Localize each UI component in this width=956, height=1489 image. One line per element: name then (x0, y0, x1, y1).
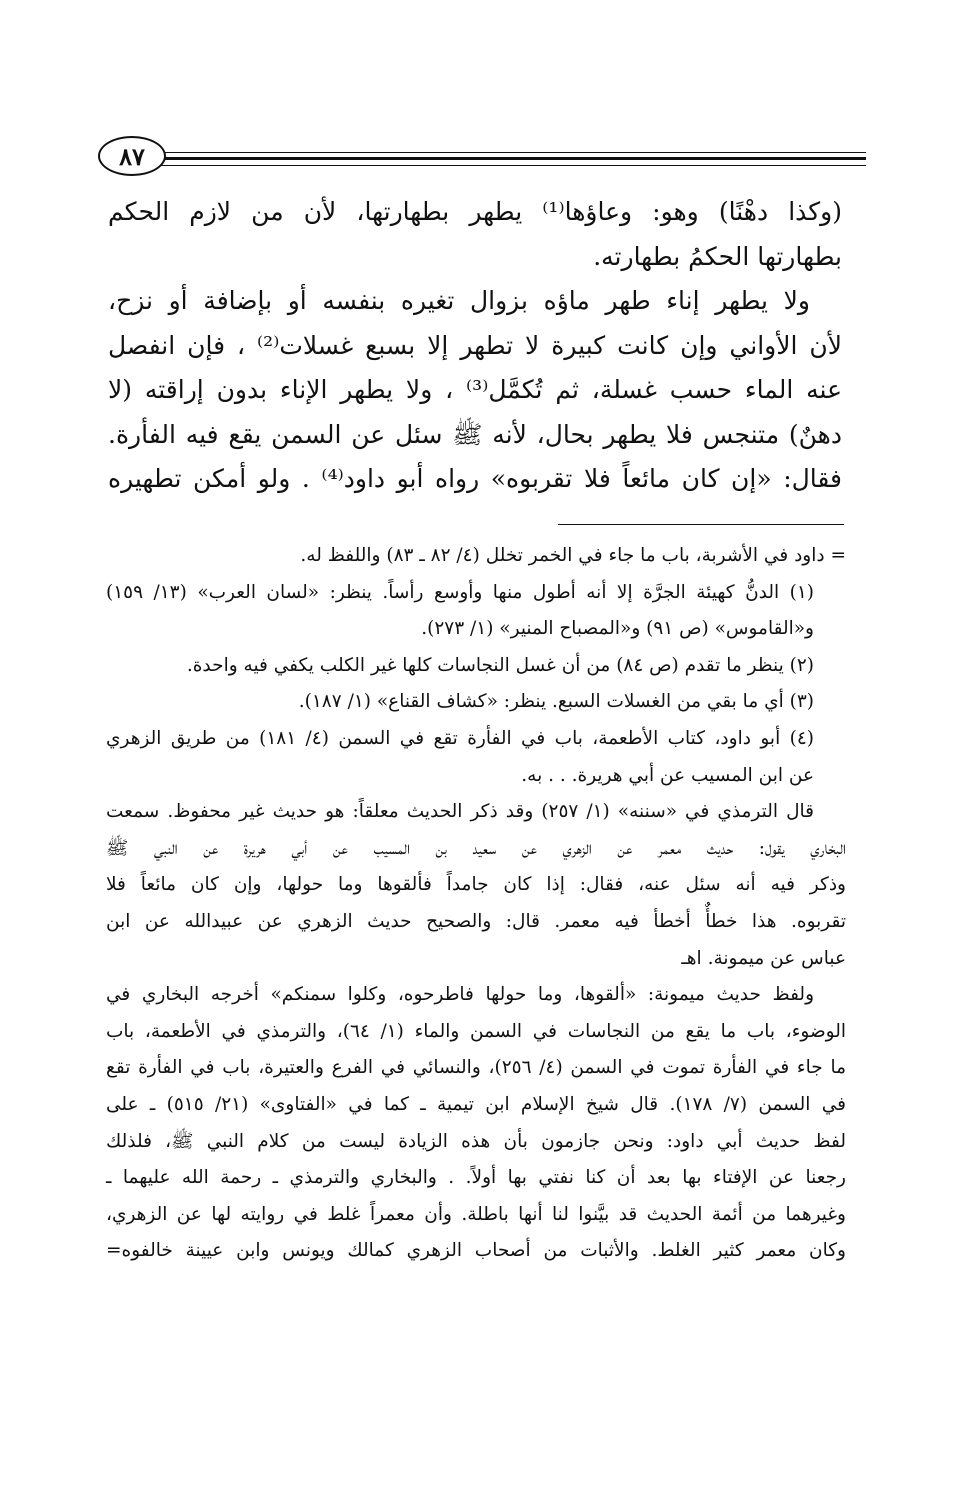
main-line: بطهارتها الحكمُ بطهارته. (593, 241, 842, 271)
footnote-line: ولفظ حديث ميمونة: «ألقوها، وما حولها فاطرحوه، وكلوا سمنكم» أخرجه البخاري في (106, 984, 814, 1006)
footnote-line: (٢) ينظر ما تقدم (ص ٨٤) من أن غسل النجاسات كلها غير الكلب يكفي فيه واحدة. (186, 654, 814, 676)
main-line: عنه الماء حسب غسلة، ثم تُكمَّل⁽³⁾ ، ولا يطهر الإناء بدون إراقته (لا (108, 375, 842, 404)
footnote-line: لفظ حديث أبي داود: ونحن جازمون بأن هذه الزيادة ليست من كلام النبي ﷺ، فلذلك (106, 1130, 846, 1152)
footnotes (106, 538, 846, 1270)
footnote-line: ما جاء في الفأرة تموت في السمن (٤/ ٢٥٦)، والنسائي في الفرع والعتيرة، باب في الفأرة تقع (106, 1057, 846, 1079)
footnote-line: و«القاموس» (ص ٩١) و«المصباح المنير» (١/ ٢٧٣). (421, 618, 814, 640)
footnote-line: (٣) أي ما بقي من الغسلات السبع. ينظر: «كشاف القناع» (١/ ١٨٧). (298, 691, 814, 713)
main-line: دهنٌ) متنجس فلا يطهر بحال، لأنه ﷺ سئل عن السمن يقع فيه الفأرة. (108, 419, 842, 449)
main-line: فقال: «إن كان مائعاً فلا تقربوه» رواه أبو داود⁽⁴⁾ . ولو أمكن تطهيره (108, 464, 843, 493)
footnote-line: وذكر فيه أنه سئل عنه، فقال: إذا كان جامداً فألقوها وما حولها، وإن كان مائعاً فلا (106, 874, 846, 896)
footnote-line: في السمن (٧/ ١٧٨). قال شيخ الإسلام ابن تيمية ـ كما في «الفتاوى» (٢١/ ٥١٥) ـ على (106, 1093, 847, 1115)
footnote-line: عن ابن المسيب عن أبي هريرة. . . به. (521, 764, 814, 786)
page-number: ٨٧ (98, 136, 166, 176)
footnote-line: رجعنا عن الإفتاء بها بعد أن كنا نفتي بها أولاً. . والبخاري والترمذي ـ رحمة الله عليهما ـ (106, 1167, 846, 1189)
footnote-line: الوضوء، باب ما يقع من النجاسات في السمن والماء (١/ ٦٤)، والترمذي في الأطعمة، باب (106, 1020, 846, 1042)
main-line: لأن الأواني وإن كانت كبيرة لا تطهر إلا بسبع غسلات⁽²⁾ ، فإن انفصل (108, 330, 842, 360)
footnote-separator (558, 524, 844, 525)
footnote-line: وغيرهما من أئمة الحديث قد بيَّنوا لنا أنها باطلة. وأن معمراً غلط في روايته لها عن الزهري، (106, 1203, 846, 1225)
footnote-line: وكان معمر كثير الغلط. والأثبات من أصحاب الزهري كمالك ويونس وابن عيينة خالفوه= (106, 1240, 846, 1262)
header-rule (150, 152, 866, 166)
footnote-line: (١) الدنُّ كهيئة الجرَّة إلا أنه أطول منها وأوسع رأساً. ينظر: «لسان العرب» (١٣/ ١٥٩) (106, 581, 814, 603)
footnote-line: عباس عن ميمونة. اهـ (681, 947, 846, 969)
main-text (108, 190, 842, 502)
footnote-line: تقربوه. هذا خطأٌ أخطأ فيه معمر. قال: والصحيح حديث الزهري عن عبيدالله عن ابن (106, 910, 846, 932)
main-line: ولا يطهر إناء طهر ماؤه بزوال تغيره بنفسه أو بإضافة أو نزح، (108, 286, 810, 315)
footnote-line: البخاري يقول: حديث معمر عن الزهري عن سعيد بن المسيب عن أبي هريرة عن النبي ﷺ (106, 837, 846, 859)
footnote-line: قال الترمذي في «سننه» (١/ ٢٥٧) وقد ذكر الحديث معلقاً: هو حديث غير محفوظ. سمعت (106, 801, 814, 823)
main-line: (وكذا دهْنًا) وهو: وعاؤها⁽¹⁾ يطهر بطهارتها، لأن من لازم الحكم (108, 197, 842, 226)
footnote-line: (٤) أبو داود، كتاب الأطعمة، باب في الفأرة تقع في السمن (٤/ ١٨١) من طريق الزهري (106, 727, 814, 749)
footnote-line: = داود في الأشربة، باب ما جاء في الخمر تخلل (٤/ ٨٢ ـ ٨٣) واللفظ له. (300, 545, 846, 566)
